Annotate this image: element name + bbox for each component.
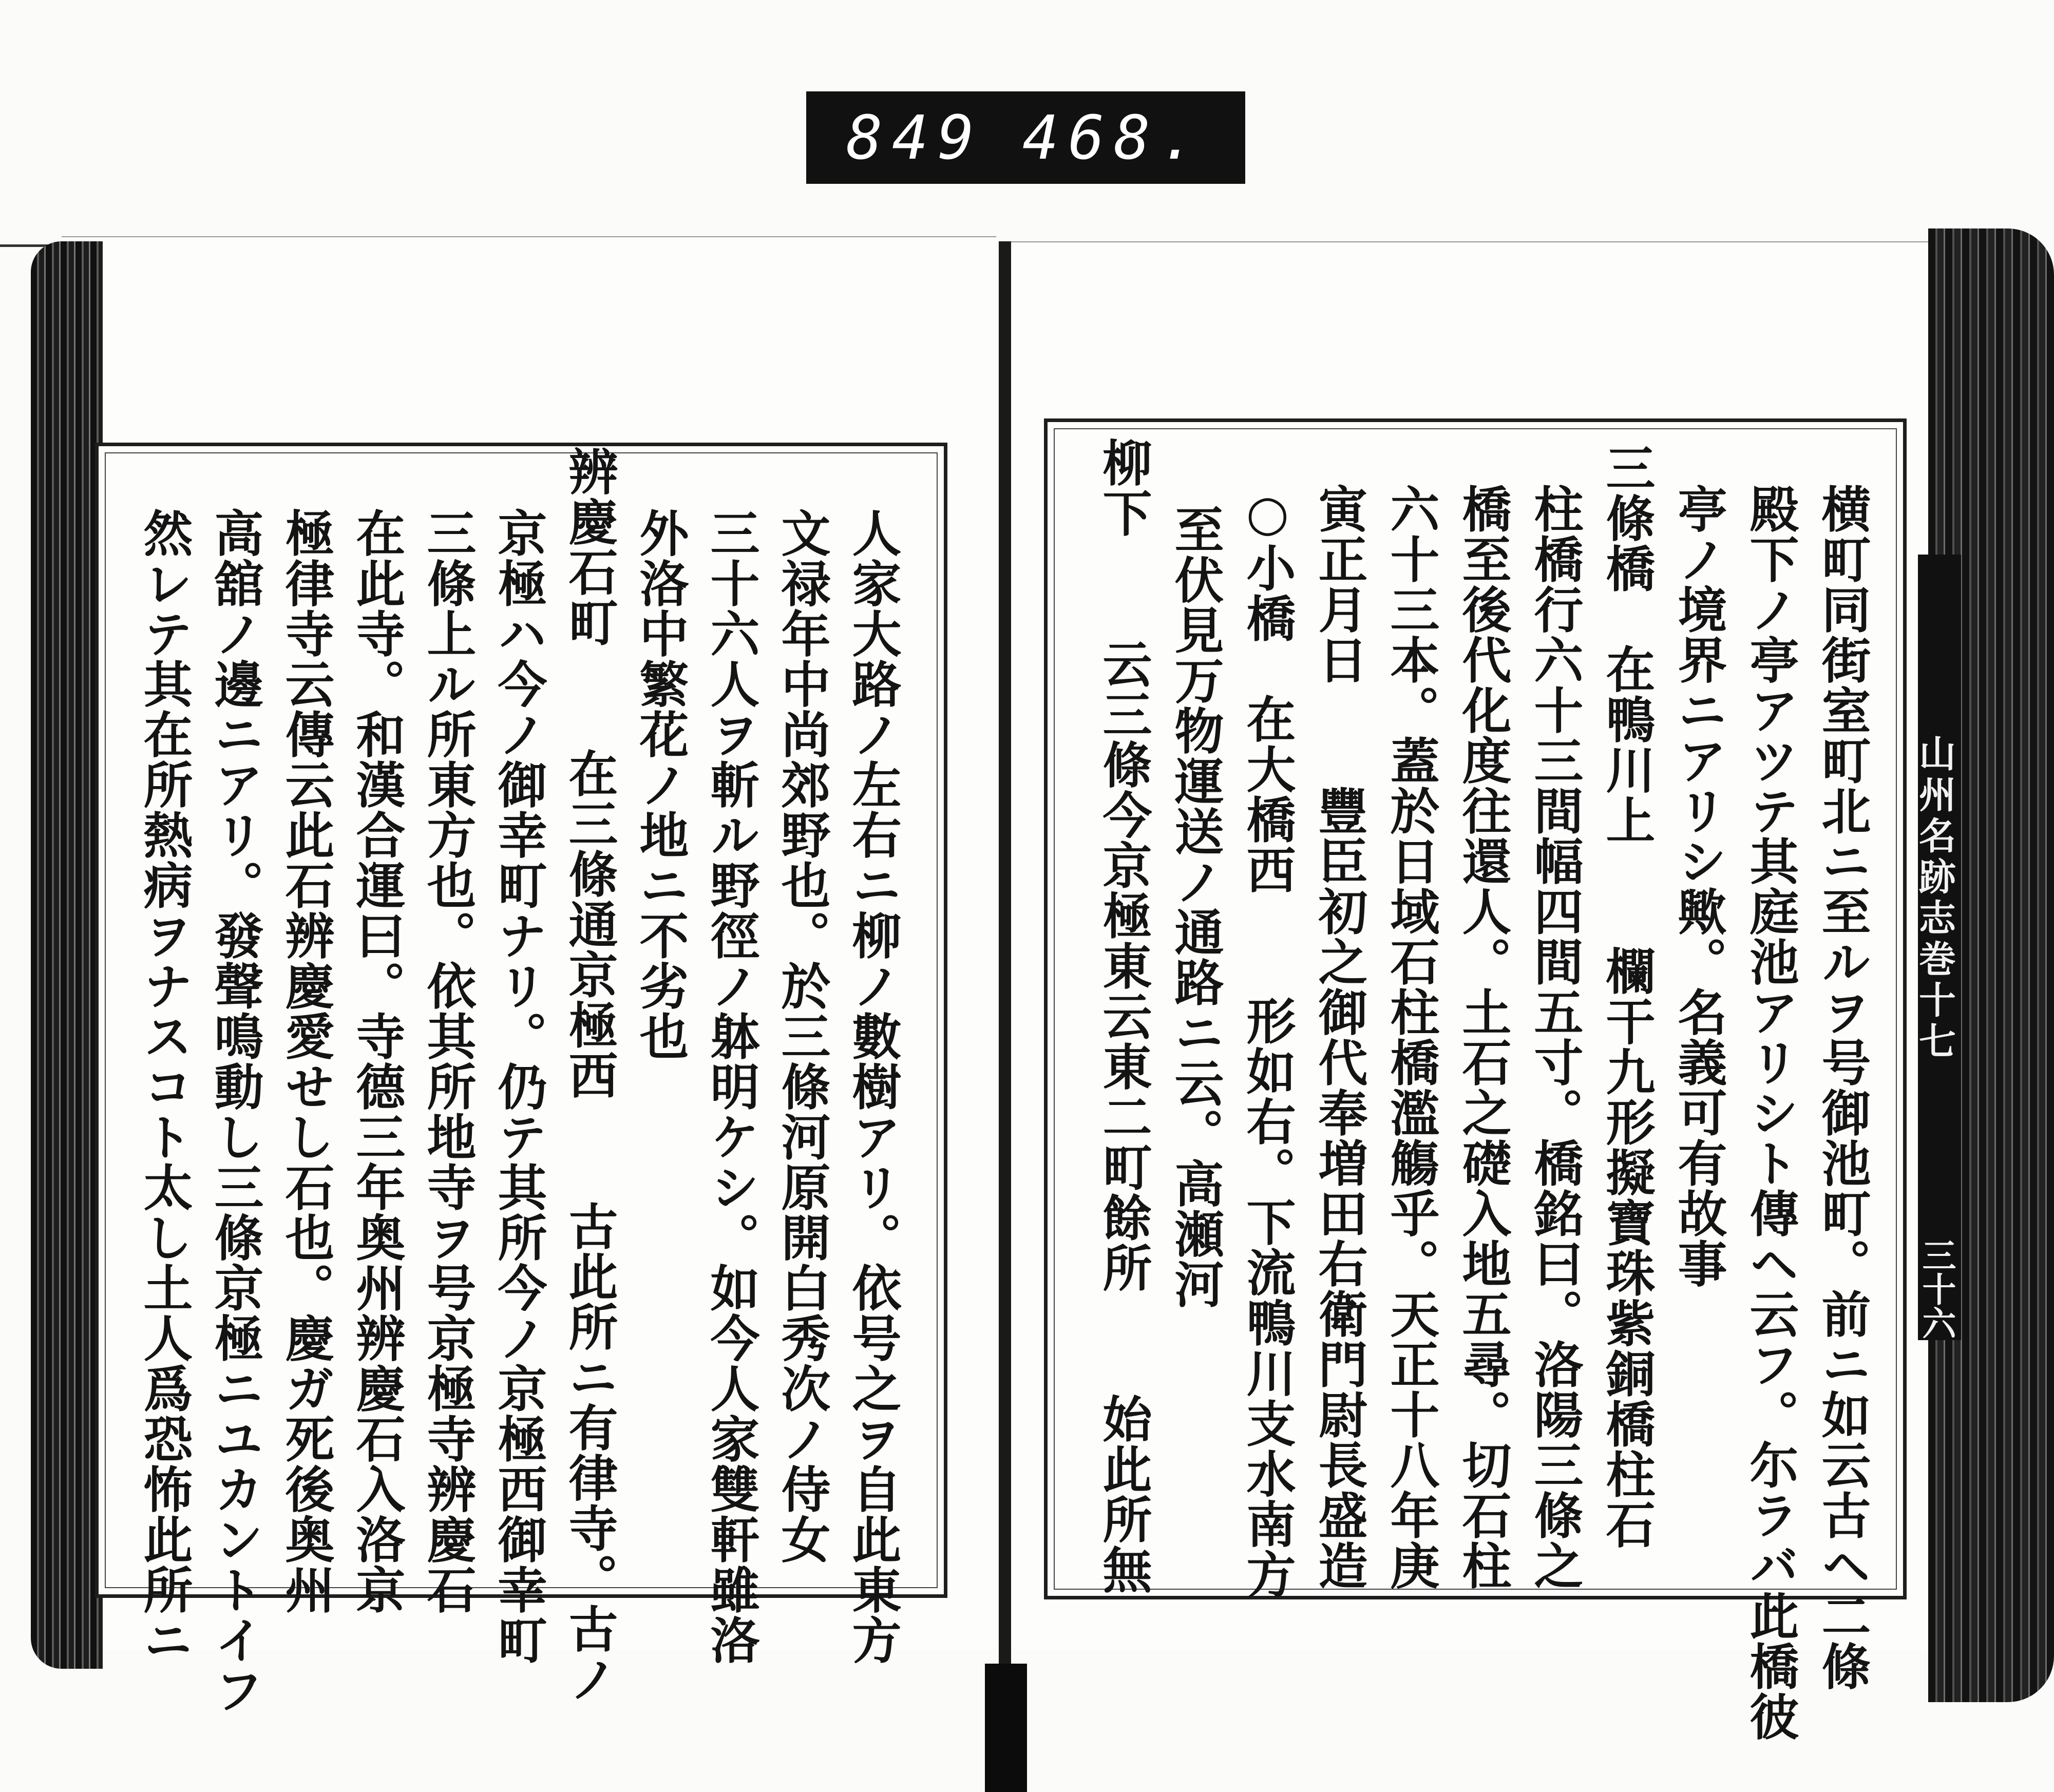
right-column-11: 柳下 云三條今京極東云東二町餘所 始此所無 bbox=[1095, 437, 1153, 1595]
left-column-10: 高舘ノ邊ニアリ。發聲鳴動し三條京極ニユカントイフ bbox=[206, 508, 264, 1715]
right-column-5: 柱橋行六十三間幅四間五寸。橋銘曰。洛陽三條之 bbox=[1526, 484, 1584, 1591]
left-column-8: 在此寺。和漢合運曰。寺德三年奥州辨慶石入洛京 bbox=[348, 508, 406, 1615]
page-folio-number: 三十六 bbox=[1918, 1232, 1961, 1340]
stamp-left-number: 849 bbox=[846, 102, 984, 173]
right-column-2: 殿下ノ亭アツテ其庭池アリシト傳ヘ云フ。尓ラバ此橋彼 bbox=[1742, 484, 1800, 1742]
right-column-3: 亭ノ境界ニアリシ歟。名義可有故事 bbox=[1670, 484, 1728, 1289]
binding-gutter bbox=[999, 241, 1011, 1669]
left-column-6: 京極ハ今ノ御幸町ナリ。仍テ其所今ノ京極西御幸町 bbox=[490, 508, 548, 1665]
left-column-3: 三十六人ヲ斬ル野徑ノ躰明ケシ。如今人家雙軒雖洛 bbox=[702, 508, 760, 1665]
right-column-6: 橋至後代化度往還人。土石之礎入地五尋。切石柱 bbox=[1454, 484, 1512, 1591]
right-column-9: ○小橋 在大橋西 形如右。下流鴨川支水南方 bbox=[1239, 484, 1297, 1599]
catalog-number-stamp bbox=[806, 91, 1245, 184]
left-column-4: 外洛中繁花ノ地ニ不劣也 bbox=[632, 508, 690, 1061]
left-text-frame bbox=[95, 443, 947, 1715]
left-column-2: 文禄年中尚郊野也。於三條河原開白秀次ノ侍女 bbox=[773, 508, 831, 1565]
right-column-8: 寅正月日 豐臣初之御代奉増田右衛門尉長盛造 bbox=[1310, 484, 1368, 1591]
left-column-9: 極律寺云傳云此石辨慶愛せし石也。慶ガ死後奥州 bbox=[277, 508, 335, 1615]
left-page-edge bbox=[31, 241, 103, 1669]
right-column-4: 三條橋 在鴨川上 欄干九形擬寶珠紫銅橋柱石 bbox=[1598, 443, 1656, 1550]
left-column-5: 辨慶石町 在三條通京極西 古此所ニ有律寺。古ノ bbox=[561, 446, 619, 1704]
left-column-11: 然レテ其在所熱病ヲナスコト太し土人爲恐怖此所ニ bbox=[136, 508, 194, 1665]
right-column-1: 横町同街室町北ニ至ルヲ号御池町。前ニ如云古ヘ二條 bbox=[1814, 484, 1872, 1691]
right-text-frame bbox=[1044, 418, 1907, 1742]
left-column-7: 三條上ル所東方也。依其所地寺ヲ号京極寺辨慶石 bbox=[419, 508, 477, 1615]
right-column-10: 至伏見万物運送ノ通路ニ云。高瀬河 bbox=[1167, 504, 1225, 1309]
binding-gutter-foot bbox=[985, 1664, 1027, 1792]
book-title-margin: 山州名跡志巻十七 bbox=[1918, 555, 1961, 1237]
right-column-7: 六十三本。蓋於日域石柱橋濫觴乎。天正十八年庚 bbox=[1382, 484, 1440, 1591]
left-column-1: 人家大路ノ左右ニ柳ノ數樹アリ。依号之ヲ自此東方 bbox=[844, 508, 902, 1665]
stamp-right-number: 468. bbox=[1022, 102, 1206, 173]
